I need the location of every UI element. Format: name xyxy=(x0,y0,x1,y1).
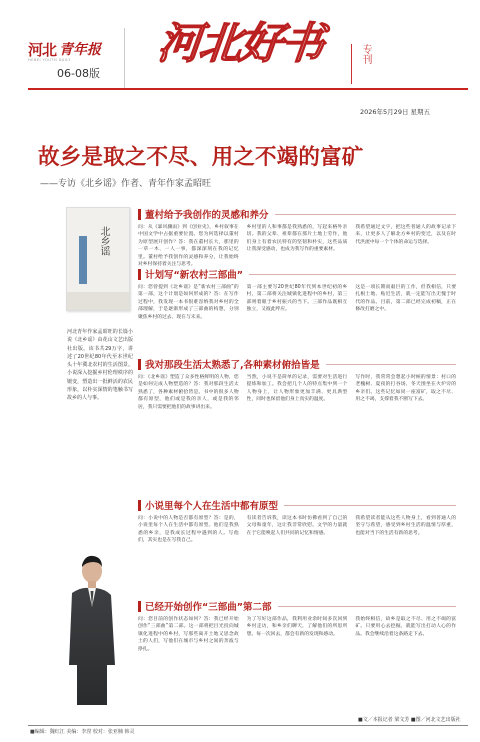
section-marker xyxy=(138,601,141,612)
section-title-rule xyxy=(249,274,456,275)
logo-hebei: 河北 xyxy=(28,40,57,59)
footer-rule xyxy=(28,725,468,726)
edition-label: 06-08版 xyxy=(57,67,100,80)
section-3-title-text: 我对那段生活太熟悉了,各种素材俯拾皆是 xyxy=(145,360,320,371)
section-5-title xyxy=(138,599,456,613)
section-4-body xyxy=(138,515,456,589)
section-4-title-text: 小说里每个人在生活中都有原型 xyxy=(145,501,279,512)
section-5-body xyxy=(138,616,456,712)
book-cover-base xyxy=(67,292,129,310)
section-marker xyxy=(138,209,141,220)
section-3-body xyxy=(138,374,456,484)
newspaper-logo xyxy=(28,40,101,58)
special-tag: 专刊 xyxy=(351,44,371,84)
section-title-rule xyxy=(275,214,456,215)
issue-date: 2026年5月29日 星期五 xyxy=(360,108,431,116)
section-4-col-3: 我希望读者能从这些人物身上，看到普通人的坚守与希望，感受到乡村生活的温情与厚重，也能对当下的生活有新的思考。 xyxy=(355,516,457,536)
section-2-col-3: 这是一项长期而艰巨的工作，但我相信，只要扎根土地、贴近生活，就一定能写出无愧于时代的作品。目前，第二部已经完成初稿，正在修改打磨之中。 xyxy=(355,285,457,313)
subheadline: ——专访《北乡谣》作者、青年作家孟昭旺 xyxy=(40,179,212,189)
section-3-title xyxy=(138,357,456,371)
section-2-title-text: 计划写“新农村三部曲” xyxy=(145,270,243,281)
section-marker xyxy=(138,359,141,370)
section-4-col-2: 有读者告诉我，读这本书时仿佛看到了自己的父母和童年，这让我非常欣慰。文学的力量就在于它能唤起人们共同的记忆和情感。 xyxy=(246,516,348,536)
column-title: 河北好书 xyxy=(155,19,325,69)
section-3 xyxy=(138,357,456,484)
section-1-col-2: 乡村里的人和事都是我熟悉的，写起来格外亲切。我的父辈、祖辈都在那片土地上劳作，他们身上有着农民特有的坚韧和朴实，这些品质让我深受感动，也成为我写作的重要素材。 xyxy=(246,225,348,253)
section-4 xyxy=(138,498,456,589)
section-4-title xyxy=(138,498,456,512)
section-2 xyxy=(138,267,456,358)
book-cover-title: 北乡谣 xyxy=(98,226,109,256)
book-cover-stripe xyxy=(79,236,87,284)
section-1-title-text: 董村给予我创作的灵感和养分 xyxy=(145,210,269,221)
section-5-col-1: 问：您目前的创作状态如何？答：我已经开始创作“三部曲”第二部。这一部将把目光投向城镇化进程中的乡村，写那些离开土地又思念故土的人们，写他们在城市与乡村之间的奔波与挣扎。 xyxy=(138,617,239,652)
section-5 xyxy=(138,599,456,712)
section-3-col-2: 当然，小说不是简单的记录，需要对生活进行提炼和加工。我会把几个人的特点集中到一个人物身上，让人物形象更加丰满、更具典型性，同时也保留他们身上真实的温度。 xyxy=(246,375,348,403)
masthead-divider xyxy=(124,28,125,88)
logo-qingnianbao: 青年报 xyxy=(59,42,102,58)
section-5-col-2: 为了写好这部作品，我利用业余时间多次回到乡村走访，和乡亲们聊天，了解他们的所思所想。每一次回去，都会有新的发现和感动。 xyxy=(246,617,348,637)
book-caption: 河北青年作家孟昭旺的长篇小说《北乡谣》由花山文艺出版社出版。该书共29万字，讲述了20世纪80年代至本世纪头十年冀北农村的生活图景。小说深入挖掘乡村伦理秩序的嬗变，塑造出一批鲜活的农民形象，以朴实深情的笔触书写故乡的人与事。 xyxy=(67,329,133,402)
section-5-title-text: 已经开始创作“三部曲”第二部 xyxy=(145,602,272,613)
author-photo xyxy=(55,545,121,710)
section-marker xyxy=(138,269,141,280)
section-2-body xyxy=(138,284,456,358)
section-title-rule xyxy=(278,606,457,607)
section-2-title xyxy=(138,267,456,281)
section-2-col-1: 问：您曾提到《北乡谣》是“新农村三部曲”的第一部，这个计划是如何形成的？答：在写作过程中，我发现一本书很难容纳我对乡村的全部理解，于是逐渐形成了三部曲的构想，分别聚焦乡村的过去、现在与未来。 xyxy=(138,285,239,320)
masthead-rule xyxy=(28,88,468,90)
logo-subtitle: HEBEI YOUTH DAILY xyxy=(28,58,71,62)
section-title-rule xyxy=(326,364,456,365)
section-marker xyxy=(138,500,141,511)
section-1-title xyxy=(138,207,456,221)
masthead xyxy=(0,0,480,92)
section-1 xyxy=(138,207,456,268)
section-3-col-1: 问：《北乡谣》塑造了众多性格鲜明的人物，您是如何完成人物塑造的？答：我对那段生活太熟悉了，各种素材俯拾皆是。书中的很多人物都有原型，他们或是我的亲人，或是我的邻居，我只需要把他们的故事讲出来。 xyxy=(138,375,239,410)
section-5-col-3: 我始终相信，故乡是取之不尽、用之不竭的富矿。只要用心去挖掘，就能写出打动人心的作品。我会继续沿着这条路走下去。 xyxy=(355,617,457,637)
section-1-col-3: 我希望通过文字，把这些普通人的故事记录下来，让更多人了解北方乡村的变迁，以及在时代洪流中每一个个体的命运与选择。 xyxy=(355,225,457,245)
section-4-col-1: 问：小说中的人物是否都有原型？答：是的，小说里每个人在生活中都有原型。他们是我熟悉的乡亲，是我成长过程中遇到的人。写他们，其实也是在写我自己。 xyxy=(138,516,239,544)
editor-credits: ■编辑：魏红江 美编：李滢 校对：张亚楠 韩灵 xyxy=(30,729,135,735)
section-1-body xyxy=(138,224,456,268)
book-cover-image xyxy=(66,207,130,311)
section-title-rule xyxy=(284,505,456,506)
headline: 故乡是取之不尽、用之不竭的富矿 xyxy=(38,145,364,170)
section-3-col-3: 写作时，我常常会想起小时候的情景：村口的老槐树、夏夜的打谷场、冬天围坐在火炉旁的乡亲们。这些记忆如同一座富矿，取之不尽、用之不竭，支撑着我不断写下去。 xyxy=(355,375,457,403)
byline: ■文／本报记者 梁文芳 ■图／河北文艺出版社 xyxy=(358,717,461,723)
section-1-col-1: 问：从《暴风骤雨》到《创业史》，乡村叙事在中国文学中占据重要位置。您为何选择以董村为原型展开创作？答：我在董村长大，那里的一草一木、一人一事，都深深刻在我的记忆里。董村给予我创作的灵感和养分，让我始终对乡村保持着关注与思考。 xyxy=(138,225,239,268)
section-2-col-2: 第一部主要写20世纪80年代到本世纪初的乡村，第二部将关注城镇化进程中的乡村，第三部则着眼于乡村振兴的当下。三部作品既相互独立，又彼此呼应。 xyxy=(246,285,348,313)
